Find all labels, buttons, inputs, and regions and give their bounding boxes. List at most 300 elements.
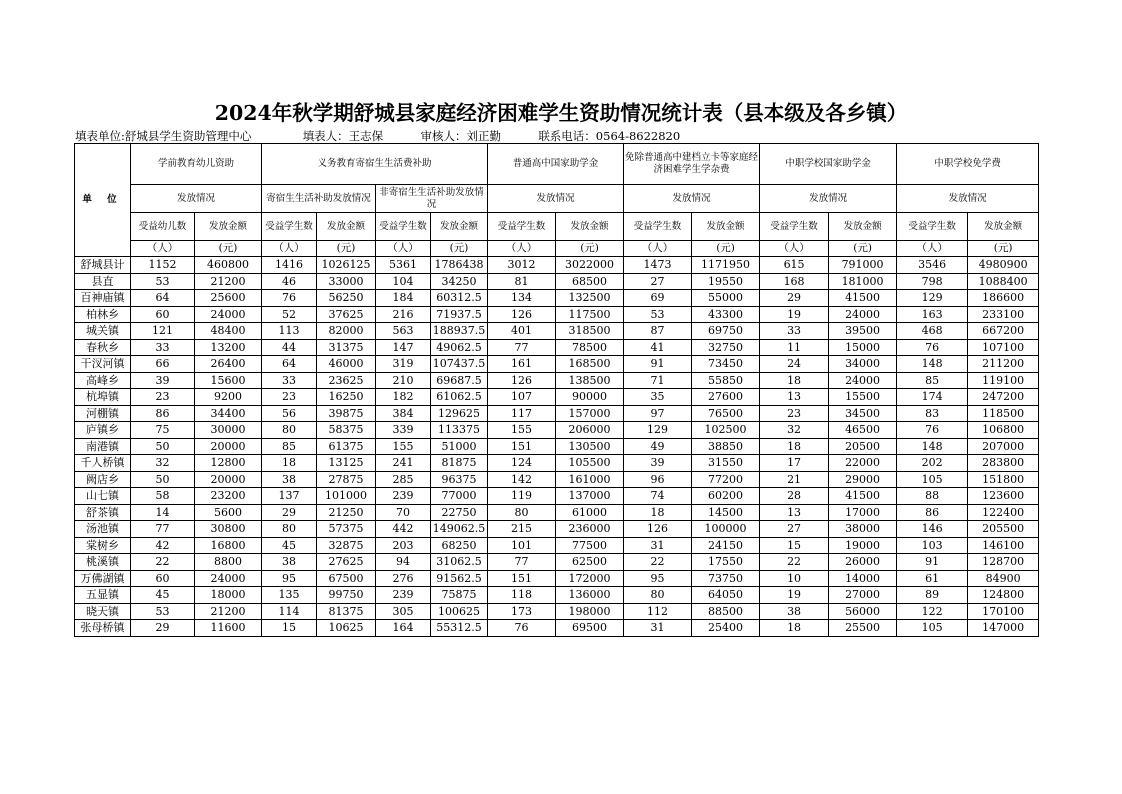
table-cell: 149062.5 xyxy=(431,521,488,538)
table-cell: 14000 xyxy=(829,570,897,587)
table-cell: 182 xyxy=(376,389,431,406)
table-cell: 15000 xyxy=(829,339,897,356)
table-cell: 64 xyxy=(131,290,195,307)
table-cell: 77 xyxy=(131,521,195,538)
unit-label: (元) xyxy=(556,241,624,257)
table-cell: 67500 xyxy=(317,570,376,587)
table-cell: 38000 xyxy=(829,521,897,538)
table-cell: 24 xyxy=(760,356,829,373)
unit-column-header: 单 位 xyxy=(75,144,131,257)
table-cell: 233100 xyxy=(968,306,1039,323)
table-cell: 71 xyxy=(624,372,692,389)
table-cell: 101 xyxy=(488,537,556,554)
boarding-subsidy-header: 寄宿生生活补助发放情况 xyxy=(262,185,376,213)
table-cell: 151 xyxy=(488,438,556,455)
table-row xyxy=(75,504,1039,521)
township-name: 城关镇 xyxy=(75,323,131,340)
table-cell: 19550 xyxy=(692,273,760,290)
table-cell: 122 xyxy=(897,603,968,620)
table-cell: 89 xyxy=(897,587,968,604)
table-cell: 118500 xyxy=(968,405,1039,422)
table-cell: 1416 xyxy=(262,257,317,274)
table-cell: 173 xyxy=(488,603,556,620)
table-cell: 57375 xyxy=(317,521,376,538)
table-cell: 60 xyxy=(131,306,195,323)
table-row xyxy=(75,273,1039,290)
table-cell: 318500 xyxy=(556,323,624,340)
table-cell: 88500 xyxy=(692,603,760,620)
column-header: 受益学生数 xyxy=(488,213,556,241)
issue-status-highschool: 发放情况 xyxy=(488,185,624,213)
table-cell: 11600 xyxy=(195,620,262,637)
table-cell: 18000 xyxy=(195,587,262,604)
township-name: 万佛湖镇 xyxy=(75,570,131,587)
table-cell: 283800 xyxy=(968,455,1039,472)
table-cell: 21200 xyxy=(195,273,262,290)
table-cell: 137000 xyxy=(556,488,624,505)
table-cell: 23625 xyxy=(317,372,376,389)
table-cell: 20500 xyxy=(829,438,897,455)
township-name: 晓天镇 xyxy=(75,603,131,620)
table-cell: 21 xyxy=(760,471,829,488)
table-cell: 77 xyxy=(488,554,556,571)
table-cell: 61 xyxy=(897,570,968,587)
table-cell: 77000 xyxy=(431,488,488,505)
township-name: 春秋乡 xyxy=(75,339,131,356)
table-cell: 49062.5 xyxy=(431,339,488,356)
unit-label: （人） xyxy=(624,241,692,257)
table-cell: 17 xyxy=(760,455,829,472)
column-header: 受益学生数 xyxy=(897,213,968,241)
table-cell: 563 xyxy=(376,323,431,340)
table-cell: 83 xyxy=(897,405,968,422)
table-cell: 53 xyxy=(624,306,692,323)
table-cell: 442 xyxy=(376,521,431,538)
table-cell: 56250 xyxy=(317,290,376,307)
table-cell: 52 xyxy=(262,306,317,323)
unit-label: (元) xyxy=(195,241,262,257)
table-cell: 87 xyxy=(624,323,692,340)
table-cell: 80 xyxy=(262,422,317,439)
table-cell: 25500 xyxy=(829,620,897,637)
table-cell: 74 xyxy=(624,488,692,505)
table-cell: 56 xyxy=(262,405,317,422)
table-cell: 62500 xyxy=(556,554,624,571)
table-cell: 37625 xyxy=(317,306,376,323)
table-cell: 615 xyxy=(760,257,829,274)
table-cell: 17000 xyxy=(829,504,897,521)
table-cell: 14 xyxy=(131,504,195,521)
table-cell: 73450 xyxy=(692,356,760,373)
table-cell: 34400 xyxy=(195,405,262,422)
table-cell: 34250 xyxy=(431,273,488,290)
table-cell: 26000 xyxy=(829,554,897,571)
table-cell: 69750 xyxy=(692,323,760,340)
table-cell: 148 xyxy=(897,438,968,455)
table-cell: 136000 xyxy=(556,587,624,604)
table-cell: 71937.5 xyxy=(431,306,488,323)
table-cell: 27625 xyxy=(317,554,376,571)
table-cell: 58 xyxy=(131,488,195,505)
unit-label: (元) xyxy=(829,241,897,257)
table-cell: 55850 xyxy=(692,372,760,389)
table-cell: 32 xyxy=(760,422,829,439)
table-cell: 198000 xyxy=(556,603,624,620)
township-name: 杭埠镇 xyxy=(75,389,131,406)
table-cell: 121 xyxy=(131,323,195,340)
table-cell: 56000 xyxy=(829,603,897,620)
table-cell: 13 xyxy=(760,389,829,406)
table-cell: 35 xyxy=(624,389,692,406)
table-cell: 791000 xyxy=(829,257,897,274)
table-cell: 64050 xyxy=(692,587,760,604)
table-cell: 38 xyxy=(262,554,317,571)
table-cell: 76 xyxy=(262,290,317,307)
reviewer-name: 审核人：刘正勤 xyxy=(420,129,501,143)
unit-label: （人） xyxy=(488,241,556,257)
table-cell: 18 xyxy=(262,455,317,472)
table-cell: 77500 xyxy=(556,537,624,554)
table-cell: 401 xyxy=(488,323,556,340)
table-cell: 18 xyxy=(760,372,829,389)
table-cell: 147 xyxy=(376,339,431,356)
table-cell: 124800 xyxy=(968,587,1039,604)
table-cell: 58375 xyxy=(317,422,376,439)
table-cell: 39875 xyxy=(317,405,376,422)
table-cell: 60312.5 xyxy=(431,290,488,307)
table-cell: 41 xyxy=(624,339,692,356)
table-cell: 3012 xyxy=(488,257,556,274)
table-cell: 53 xyxy=(131,603,195,620)
table-cell: 103 xyxy=(897,537,968,554)
issue-status-preschool: 发放情况 xyxy=(131,185,262,213)
table-cell: 61062.5 xyxy=(431,389,488,406)
group-header-tuition-waiver: 免除普通高中建档立卡等家庭经济困难学生学杂费 xyxy=(624,144,760,185)
table-cell: 29 xyxy=(131,620,195,637)
column-header: 受益学生数 xyxy=(624,213,692,241)
table-cell: 76 xyxy=(897,422,968,439)
table-cell: 148 xyxy=(897,356,968,373)
table-cell: 147000 xyxy=(968,620,1039,637)
table-cell: 100625 xyxy=(431,603,488,620)
group-header-highschool-grant: 普通高中国家助学金 xyxy=(488,144,624,185)
table-cell: 77200 xyxy=(692,471,760,488)
table-cell: 101000 xyxy=(317,488,376,505)
table-cell: 18 xyxy=(760,620,829,637)
table-cell: 1473 xyxy=(624,257,692,274)
table-cell: 105500 xyxy=(556,455,624,472)
table-cell: 32875 xyxy=(317,537,376,554)
table-row xyxy=(75,405,1039,422)
table-cell: 88 xyxy=(897,488,968,505)
table-cell: 126 xyxy=(488,372,556,389)
table-cell: 27600 xyxy=(692,389,760,406)
table-cell: 13200 xyxy=(195,339,262,356)
table-row xyxy=(75,306,1039,323)
table-cell: 97 xyxy=(624,405,692,422)
column-header: 发放金额 xyxy=(829,213,897,241)
table-row xyxy=(75,339,1039,356)
table-cell: 106800 xyxy=(968,422,1039,439)
table-cell: 69 xyxy=(624,290,692,307)
table-cell: 168 xyxy=(760,273,829,290)
table-cell: 91 xyxy=(897,554,968,571)
table-row xyxy=(75,570,1039,587)
table-cell: 48400 xyxy=(195,323,262,340)
table-cell: 174 xyxy=(897,389,968,406)
table-cell: 29 xyxy=(760,290,829,307)
table-cell: 236000 xyxy=(556,521,624,538)
table-cell: 142 xyxy=(488,471,556,488)
township-name: 张母桥镇 xyxy=(75,620,131,637)
table-cell: 22 xyxy=(624,554,692,571)
table-cell: 215 xyxy=(488,521,556,538)
table-cell: 18 xyxy=(760,438,829,455)
table-cell: 43300 xyxy=(692,306,760,323)
table-cell: 107437.5 xyxy=(431,356,488,373)
table-cell: 24000 xyxy=(195,570,262,587)
table-cell: 69500 xyxy=(556,620,624,637)
table-cell: 91562.5 xyxy=(431,570,488,587)
table-cell: 146100 xyxy=(968,537,1039,554)
unit-label: （人） xyxy=(760,241,829,257)
table-cell: 44 xyxy=(262,339,317,356)
township-name: 舒茶镇 xyxy=(75,504,131,521)
table-cell: 96375 xyxy=(431,471,488,488)
table-cell: 38 xyxy=(262,471,317,488)
table-cell: 285 xyxy=(376,471,431,488)
table-cell: 203 xyxy=(376,537,431,554)
table-cell: 50 xyxy=(131,438,195,455)
table-cell: 239 xyxy=(376,488,431,505)
table-cell: 1026125 xyxy=(317,257,376,274)
table-cell: 24000 xyxy=(829,306,897,323)
table-cell: 26400 xyxy=(195,356,262,373)
table-row xyxy=(75,620,1039,637)
table-cell: 53 xyxy=(131,273,195,290)
table-cell: 207000 xyxy=(968,438,1039,455)
table-cell: 41500 xyxy=(829,488,897,505)
table-cell: 20000 xyxy=(195,438,262,455)
column-header: 发放金额 xyxy=(556,213,624,241)
table-cell: 91 xyxy=(624,356,692,373)
table-cell: 25600 xyxy=(195,290,262,307)
table-cell: 100000 xyxy=(692,521,760,538)
table-cell: 113 xyxy=(262,323,317,340)
contact-phone: 联系电话：0564-8622820 xyxy=(538,129,681,143)
table-cell: 85 xyxy=(262,438,317,455)
table-cell: 10 xyxy=(760,570,829,587)
township-name: 百神庙镇 xyxy=(75,290,131,307)
table-cell: 76 xyxy=(488,620,556,637)
table-cell: 28 xyxy=(760,488,829,505)
table-cell: 95 xyxy=(262,570,317,587)
table-cell: 163 xyxy=(897,306,968,323)
table-cell: 129 xyxy=(897,290,968,307)
table-cell: 27 xyxy=(624,273,692,290)
table-cell: 151800 xyxy=(968,471,1039,488)
table-row xyxy=(75,587,1039,604)
table-cell: 19000 xyxy=(829,537,897,554)
table-cell: 112 xyxy=(624,603,692,620)
table-cell: 15600 xyxy=(195,372,262,389)
table-cell: 38 xyxy=(760,603,829,620)
table-cell: 46000 xyxy=(317,356,376,373)
table-cell: 95 xyxy=(624,570,692,587)
table-cell: 23 xyxy=(131,389,195,406)
table-row xyxy=(75,471,1039,488)
table-cell: 31550 xyxy=(692,455,760,472)
table-cell: 75 xyxy=(131,422,195,439)
column-header: 发放金额 xyxy=(195,213,262,241)
table-row xyxy=(75,389,1039,406)
table-cell: 4980900 xyxy=(968,257,1039,274)
table-cell: 39 xyxy=(131,372,195,389)
unit-label: (元) xyxy=(968,241,1039,257)
table-cell: 8800 xyxy=(195,554,262,571)
form-meta xyxy=(75,128,680,144)
page-title: 2024年秋学期舒城县家庭经济困难学生资助情况统计表（县本级及各乡镇） xyxy=(214,101,908,125)
table-row xyxy=(75,438,1039,455)
table-cell: 105 xyxy=(897,620,968,637)
table-cell: 55312.5 xyxy=(431,620,488,637)
table-row xyxy=(75,537,1039,554)
table-cell: 5600 xyxy=(195,504,262,521)
table-cell: 305 xyxy=(376,603,431,620)
table-cell: 181000 xyxy=(829,273,897,290)
table-cell: 61375 xyxy=(317,438,376,455)
table-cell: 33 xyxy=(131,339,195,356)
table-cell: 186600 xyxy=(968,290,1039,307)
table-cell: 161000 xyxy=(556,471,624,488)
township-name: 南港镇 xyxy=(75,438,131,455)
table-cell: 23 xyxy=(760,405,829,422)
table-cell: 22000 xyxy=(829,455,897,472)
table-cell: 29 xyxy=(262,504,317,521)
table-cell: 68500 xyxy=(556,273,624,290)
column-header: 发放金额 xyxy=(431,213,488,241)
table-cell: 12800 xyxy=(195,455,262,472)
table-cell: 157000 xyxy=(556,405,624,422)
table-cell: 384 xyxy=(376,405,431,422)
table-cell: 123600 xyxy=(968,488,1039,505)
table-row xyxy=(75,422,1039,439)
unit-label: （人） xyxy=(131,241,195,257)
table-row xyxy=(75,323,1039,340)
table-cell: 24000 xyxy=(829,372,897,389)
table-cell: 239 xyxy=(376,587,431,604)
table-row xyxy=(75,455,1039,472)
table-cell: 20000 xyxy=(195,471,262,488)
table-cell: 29000 xyxy=(829,471,897,488)
table-cell: 15 xyxy=(262,620,317,637)
table-cell: 34000 xyxy=(829,356,897,373)
table-cell: 61000 xyxy=(556,504,624,521)
column-header: 发放金额 xyxy=(692,213,760,241)
table-cell: 210 xyxy=(376,372,431,389)
table-cell: 17550 xyxy=(692,554,760,571)
table-cell: 206000 xyxy=(556,422,624,439)
table-cell: 41500 xyxy=(829,290,897,307)
table-cell: 11 xyxy=(760,339,829,356)
table-cell: 135 xyxy=(262,587,317,604)
table-cell: 161 xyxy=(488,356,556,373)
table-cell: 31062.5 xyxy=(431,554,488,571)
column-header: 发放金额 xyxy=(317,213,376,241)
filling-unit: 填表单位:舒城县学生资助管理中心 xyxy=(75,129,252,143)
table-cell: 15500 xyxy=(829,389,897,406)
unit-label: (元) xyxy=(692,241,760,257)
table-row xyxy=(75,290,1039,307)
table-cell: 85 xyxy=(897,372,968,389)
table-cell: 18 xyxy=(624,504,692,521)
table-cell: 104 xyxy=(376,273,431,290)
group-header-vocational-free-tuition: 中职学校免学费 xyxy=(897,144,1039,185)
table-cell: 99750 xyxy=(317,587,376,604)
table-cell: 55000 xyxy=(692,290,760,307)
table-cell: 130500 xyxy=(556,438,624,455)
table-cell: 19 xyxy=(760,587,829,604)
nonboarding-subsidy-header: 非寄宿生生活补助发放情况 xyxy=(376,185,488,213)
table-cell: 102500 xyxy=(692,422,760,439)
table-cell: 168500 xyxy=(556,356,624,373)
table-cell: 38850 xyxy=(692,438,760,455)
group-header-compulsory: 义务教育寄宿生生活费补助 xyxy=(262,144,488,185)
table-cell: 124 xyxy=(488,455,556,472)
table-cell: 134 xyxy=(488,290,556,307)
township-name: 棠树乡 xyxy=(75,537,131,554)
table-cell: 33000 xyxy=(317,273,376,290)
table-cell: 86 xyxy=(131,405,195,422)
table-cell: 21200 xyxy=(195,603,262,620)
table-cell: 22750 xyxy=(431,504,488,521)
table-cell: 151 xyxy=(488,570,556,587)
table-row xyxy=(75,521,1039,538)
table-cell: 49 xyxy=(624,438,692,455)
unit-label: (元) xyxy=(317,241,376,257)
table-cell: 119 xyxy=(488,488,556,505)
table-cell: 76500 xyxy=(692,405,760,422)
township-name: 千人桥镇 xyxy=(75,455,131,472)
table-cell: 80 xyxy=(488,504,556,521)
table-cell: 5361 xyxy=(376,257,431,274)
table-cell: 339 xyxy=(376,422,431,439)
table-cell: 19 xyxy=(760,306,829,323)
table-cell: 80 xyxy=(262,521,317,538)
table-cell: 42 xyxy=(131,537,195,554)
table-cell: 107 xyxy=(488,389,556,406)
table-cell: 16800 xyxy=(195,537,262,554)
table-cell: 128700 xyxy=(968,554,1039,571)
table-cell: 117500 xyxy=(556,306,624,323)
table-cell: 170100 xyxy=(968,603,1039,620)
table-cell: 107100 xyxy=(968,339,1039,356)
table-cell: 1171950 xyxy=(692,257,760,274)
table-row xyxy=(75,603,1039,620)
township-name: 汤池镇 xyxy=(75,521,131,538)
township-name: 阙店乡 xyxy=(75,471,131,488)
table-cell: 122400 xyxy=(968,504,1039,521)
table-cell: 31 xyxy=(624,537,692,554)
table-cell: 70 xyxy=(376,504,431,521)
township-name: 干汊河镇 xyxy=(75,356,131,373)
table-cell: 155 xyxy=(376,438,431,455)
table-cell: 46 xyxy=(262,273,317,290)
issue-status-waiver: 发放情况 xyxy=(624,185,760,213)
table-cell: 119100 xyxy=(968,372,1039,389)
table-cell: 129 xyxy=(624,422,692,439)
table-cell: 247200 xyxy=(968,389,1039,406)
